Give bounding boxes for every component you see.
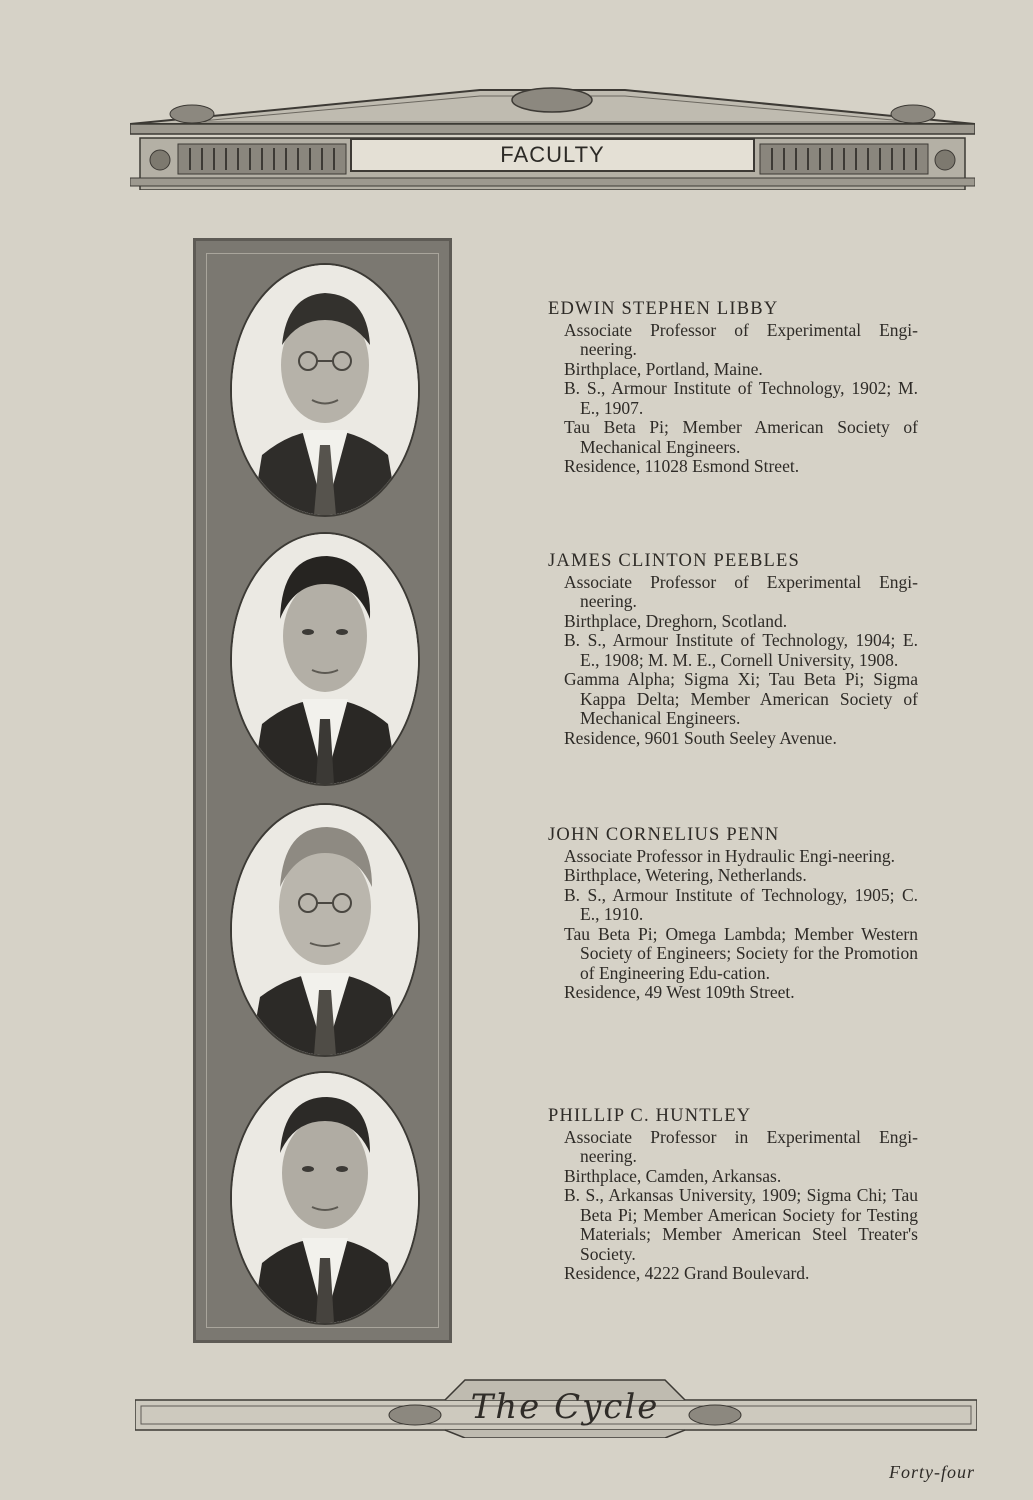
portrait-libby: [230, 263, 420, 517]
faculty-memberships: Gamma Alpha; Sigma Xi; Tau Beta Pi; Sigma Kappa Delta; Member American Society of Mechanical Engineers.: [564, 669, 918, 728]
faculty-residence: Residence, 49 West 109th Street.: [564, 982, 795, 1002]
faculty-residence: Residence, 11028 Esmond Street.: [564, 456, 800, 476]
faculty-name: JAMES CLINTON PEEBLES: [548, 551, 801, 571]
portrait-column: [193, 238, 452, 1343]
faculty-birthplace: Birthplace, Dreghorn, Scotland.: [564, 610, 788, 631]
portrait-penn: [230, 803, 420, 1057]
faculty-entry-penn: [548, 826, 918, 1003]
faculty-name: EDWIN STEPHEN LIBBY: [548, 299, 779, 319]
portrait-huntley: [230, 1071, 420, 1325]
faculty-birthplace: Birthplace, Wetering, Netherlands.: [564, 865, 807, 885]
faculty-degrees: B. S., Arkansas University, 1909; Sigma Chi; Tau Beta Pi; Member American Society for Testing Materials; Member American Steel Treater's Society.: [564, 1185, 918, 1264]
faculty-entry-peebles: [548, 552, 918, 748]
publication-title: The Cycle: [470, 1387, 660, 1427]
page-number: Forty-four: [889, 1462, 975, 1482]
faculty-name: PHILLIP C. HUNTLEY: [548, 1106, 752, 1126]
faculty-name: JOHN CORNELIUS PENN: [548, 825, 780, 845]
faculty-birthplace: Birthplace, Camden, Arkansas.: [564, 1165, 782, 1186]
faculty-title: Associate Professor of Experimental Engi-neering.: [564, 571, 918, 611]
faculty-entry-huntley: [548, 1107, 918, 1284]
faculty-title: Associate Professor of Experimental Engi-neering.: [564, 319, 918, 359]
faculty-entry-libby: [548, 300, 918, 477]
header-ornament: [130, 82, 975, 190]
faculty-degrees: B. S., Armour Institute of Technology, 1905; C. E., 1910.: [564, 884, 918, 924]
faculty-degrees: B. S., Armour Institute of Technology, 1904; E. E., 1908; M. M. E., Cornell University, 1908.: [564, 630, 918, 670]
faculty-title: Associate Professor in Hydraulic Engi-neering.: [564, 845, 895, 866]
faculty-residence: Residence, 4222 Grand Boulevard.: [564, 1263, 810, 1283]
page-title: FACULTY: [350, 138, 755, 172]
portrait-peebles: [230, 532, 420, 786]
faculty-memberships: Tau Beta Pi; Omega Lambda; Member Western Society of Engineers; Society for the Promotion of Engineering Edu-cation.: [564, 923, 918, 983]
faculty-memberships: Tau Beta Pi; Member American Society of Mechanical Engineers.: [564, 417, 918, 457]
faculty-degrees: B. S., Armour Institute of Technology, 1902; M. E., 1907.: [564, 378, 918, 418]
faculty-residence: Residence, 9601 South Seeley Avenue.: [564, 727, 837, 748]
faculty-birthplace: Birthplace, Portland, Maine.: [564, 358, 763, 379]
faculty-title: Associate Professor in Experimental Engi-neering.: [564, 1126, 918, 1166]
